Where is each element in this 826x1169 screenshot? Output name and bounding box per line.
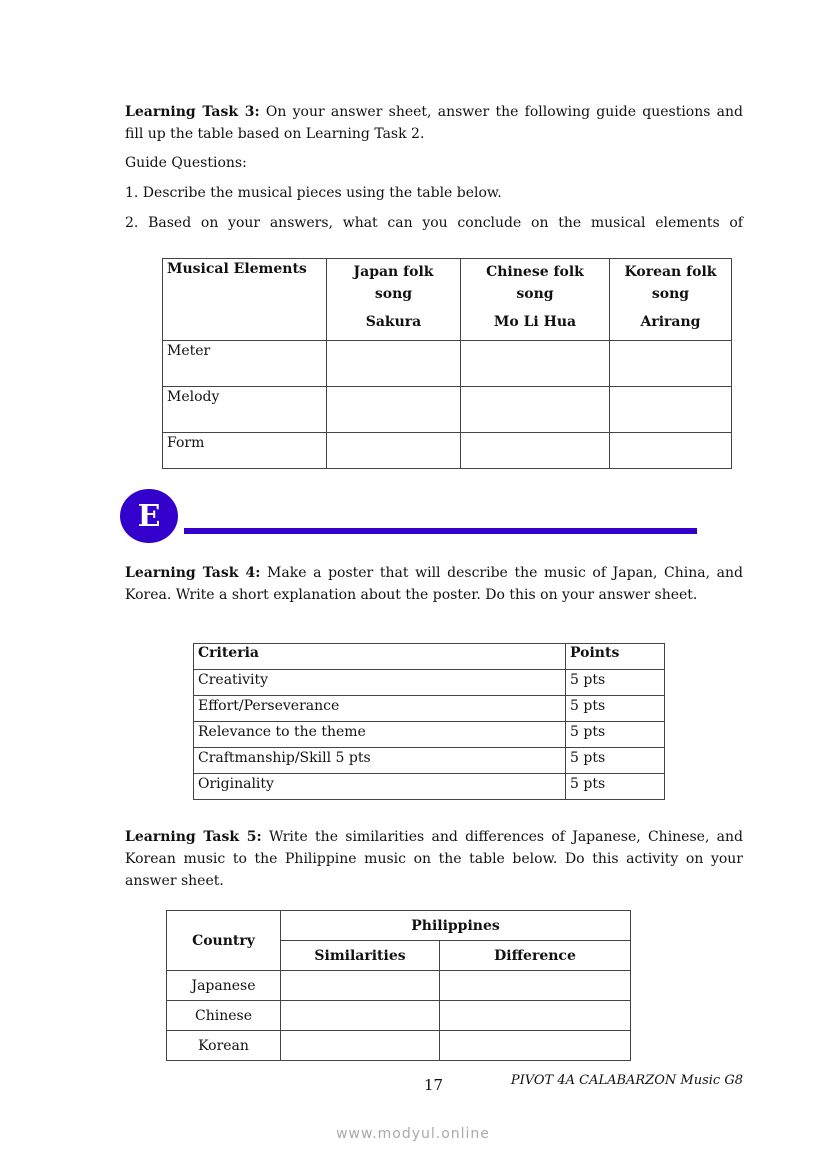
row-label: Meter xyxy=(163,341,327,387)
points-cell: 5 pts xyxy=(566,748,665,774)
country-cell: Korean xyxy=(167,1031,281,1061)
header-cell: Philippines xyxy=(281,911,631,941)
table-row xyxy=(194,722,665,748)
table-row xyxy=(194,670,665,696)
task4-text: Make a poster that will describe the music of Japan, China, and Korea. Write a short explanation about the poster. Do this on your answer sheet. xyxy=(125,565,743,603)
task3-text: On your answer sheet, answer the following guide questions and fill up the table based on Learning Task 2. xyxy=(125,104,743,142)
section-divider xyxy=(184,528,697,534)
section-e-badge: E xyxy=(120,489,178,543)
criteria-cell: Craftmanship/Skill 5 pts xyxy=(194,748,566,774)
header-cell: Chinese folk song Mo Li Hua xyxy=(461,259,610,341)
header-cell: Musical Elements xyxy=(163,259,327,341)
header-cell: Difference xyxy=(440,941,631,971)
guide-question-2: 2. Based on your answers, what can you conclude on the musical elements of xyxy=(125,215,743,231)
table-row xyxy=(167,1001,631,1031)
task3-label: Learning Task 3: xyxy=(125,104,260,120)
criteria-table xyxy=(193,643,665,800)
country-cell: Japanese xyxy=(167,971,281,1001)
table-row xyxy=(194,696,665,722)
comparison-table xyxy=(166,910,631,1061)
table-row xyxy=(194,774,665,800)
task4-label: Learning Task 4: xyxy=(125,565,261,581)
points-cell: 5 pts xyxy=(566,774,665,800)
criteria-cell: Creativity xyxy=(194,670,566,696)
musical-elements-table xyxy=(162,258,732,469)
header-cell: Criteria xyxy=(194,644,566,670)
task5-paragraph xyxy=(125,826,743,892)
footer-title: PIVOT 4A CALABARZON Music G8 xyxy=(510,1073,743,1088)
criteria-cell: Effort/Perseverance xyxy=(194,696,566,722)
row-label: Melody xyxy=(163,387,327,433)
task3-paragraph xyxy=(125,101,743,145)
guide-questions-heading: Guide Questions: xyxy=(125,155,247,171)
task4-paragraph xyxy=(125,562,743,606)
page-number: 17 xyxy=(424,1076,444,1094)
header-cell: Korean folk song Arirang xyxy=(610,259,732,341)
table-row xyxy=(163,341,732,387)
points-cell: 5 pts xyxy=(566,696,665,722)
row-label: Form xyxy=(163,433,327,469)
country-cell: Chinese xyxy=(167,1001,281,1031)
points-cell: 5 pts xyxy=(566,722,665,748)
criteria-cell: Originality xyxy=(194,774,566,800)
table-row xyxy=(167,1031,631,1061)
table-row xyxy=(194,748,665,774)
header-cell: Similarities xyxy=(281,941,440,971)
header-cell: Japan folk song Sakura xyxy=(327,259,461,341)
criteria-cell: Relevance to the theme xyxy=(194,722,566,748)
table-row xyxy=(167,971,631,1001)
table-row xyxy=(163,387,732,433)
watermark: www.modyul.online xyxy=(336,1126,490,1142)
header-cell: Points xyxy=(566,644,665,670)
points-cell: 5 pts xyxy=(566,670,665,696)
task5-label: Learning Task 5: xyxy=(125,829,262,845)
table-row xyxy=(163,433,732,469)
task5-text: Write the similarities and differences of Japanese, Chinese, and Korean music to the Philippine music on the table below. Do this activity on your answer sheet. xyxy=(125,829,743,889)
header-cell: Country xyxy=(167,911,281,971)
guide-question-1: 1. Describe the musical pieces using the table below. xyxy=(125,185,502,201)
